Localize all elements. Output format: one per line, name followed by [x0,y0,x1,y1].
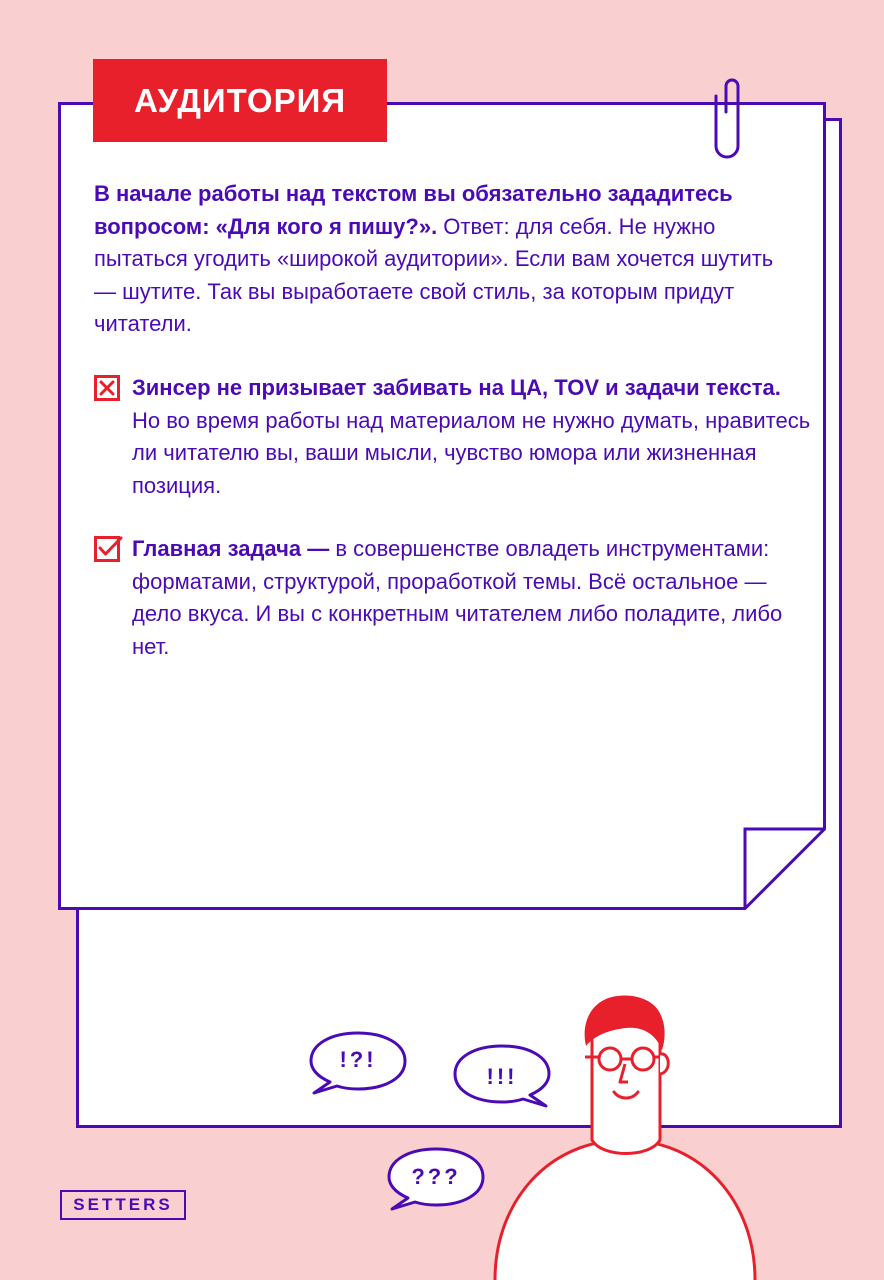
intro-paragraph [94,178,794,341]
intro-bold: В начале работы над текстом вы обязательно зададитесь вопросом: «Для кого я пишу?». [94,181,733,239]
intro-rest: Ответ: для себя. Не нужно пытаться угодить «широкой аудитории». Если вам хочется шутить — шутите. Так вы выработаете свой стиль, за которым придут читатели. [94,213,774,336]
bubble-text: ??? [411,1164,461,1189]
page-title: АУДИТОРИЯ [93,59,387,142]
paperclip-icon [712,72,752,160]
item-bold: Главная задача — [132,536,330,561]
checkmark-checkbox-icon [94,536,120,562]
list-item [132,533,812,663]
cross-checkbox-icon [94,375,120,401]
person-illustration-icon [490,990,760,1280]
setters-logo: SETTERS [60,1190,186,1220]
list-item [132,372,812,502]
item-rest: Но во время работы над материалом не нужно думать, нравитесь ли читателю вы, ваши мысли, чувство юмора или жизненная позиция. [132,407,811,498]
item-bold: Зинсер не призывает забивать на ЦА, TOV и задачи текста. [132,375,781,400]
bubble-text: !!! [486,1064,518,1089]
item-rest: в совершенстве овладеть инструментами: форматами, структурой, проработкой темы. Всё остальное — дело вкуса. И вы с конкретным читателем либо поладите, либо нет. [132,536,783,659]
bubble-text: !?! [339,1047,377,1072]
